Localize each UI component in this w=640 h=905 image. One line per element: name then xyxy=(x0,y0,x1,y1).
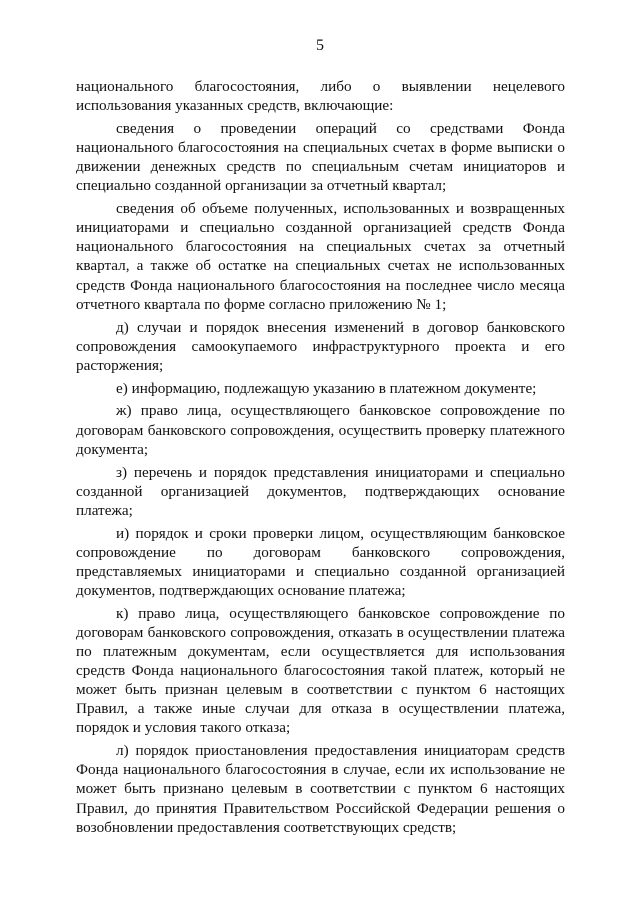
document-body xyxy=(76,77,565,841)
paragraph-continuation: национального благосостояния, либо о выявлении нецелевого использования указанных средств, включающие: xyxy=(76,78,565,115)
paragraph-item-e: е) информацию, подлежащую указанию в платежном документе; xyxy=(116,379,537,397)
paragraph-item-l: л) порядок приостановления предоставления инициаторам средств Фонда национального благосостояния в случае, если их использование не может быть признано целевым в соответствии с пунктом 6 настоящих Правил, до принятия Правительством Российской Федерации решения о возобновлении предоставления соответствующих средств; xyxy=(76,742,565,836)
paragraph-item-k: к) право лица, осуществляющего банковское сопровождение по договорам банковского сопровождения, отказать в осуществлении платежа по платежным документам, если осуществляется для использования средств Фонда национального благосостояния такой платеж, который не может быть признан целевым в соответствии с пунктом 6 настоящих Правил, а также иные случаи для отказа в осуществлении платежа, порядок и условия такого отказа; xyxy=(76,604,565,737)
paragraph-operations-info: сведения о проведении операций со средствами Фонда национального благосостояния на специальных счетах в форме выписки о движении денежных средств по специальным счетам инициаторов и специально созданной организации за отчетный квартал; xyxy=(76,119,565,195)
paragraph-volume-info: сведения об объеме полученных, использованных и возвращенных инициаторами и специально созданной организацией средств Фонда национального благосостояния на специальных счетах за отчетный квартал, а также об остатке на специальных счетах не использованных средств Фонда национального благосостояния на последнее число месяца отчетного квартала по форме согласно приложению № 1; xyxy=(76,200,565,313)
paragraph-item-i: и) порядок и сроки проверки лицом, осуществляющим банковское сопровождение по договорам банковского сопровождения, представляемых инициаторами и специально созданной организацией документов, подтверждающих основание платежа; xyxy=(76,524,565,599)
page-number: 5 xyxy=(316,37,324,54)
paragraph-item-zh: ж) право лица, осуществляющего банковское сопровождение по договорам банковского сопровождения, осуществить проверку платежного документа; xyxy=(76,402,565,458)
paragraph-item-d: д) случаи и порядок внесения изменений в договор банковского сопровождения самоокупаемого инфраструктурного проекта и его расторжения; xyxy=(76,318,565,374)
paragraph-item-z: з) перечень и порядок представления инициаторами и специально созданной организацией документов, подтверждающих основание платежа; xyxy=(76,463,565,519)
